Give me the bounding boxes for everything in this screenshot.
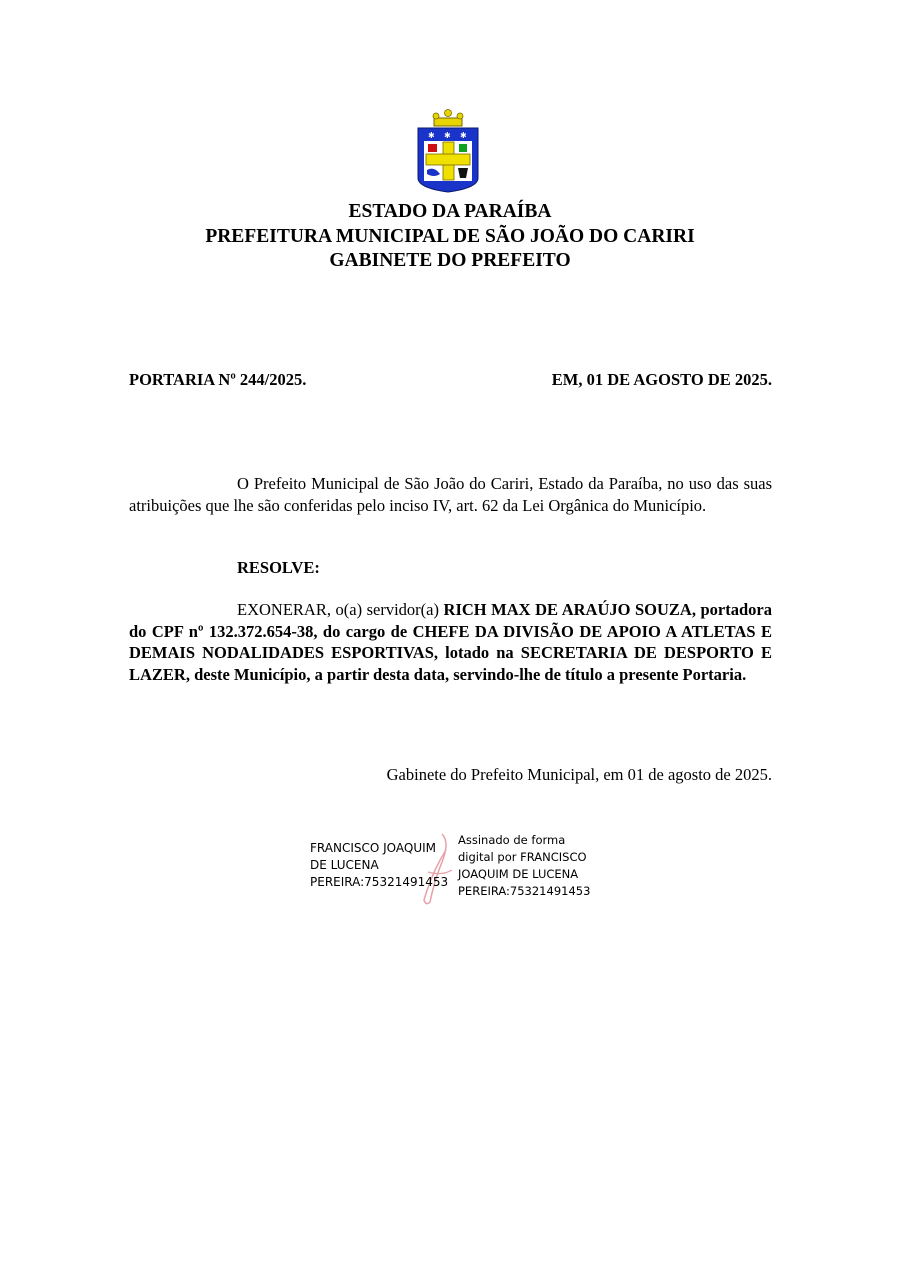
signer-name-line: FRANCISCO JOAQUIM xyxy=(310,841,437,855)
signature-detail-line: JOAQUIM DE LUCENA xyxy=(458,867,579,881)
document-header xyxy=(0,200,900,274)
header-office: GABINETE DO PREFEITO xyxy=(329,250,571,271)
signer-name-line: PEREIRA:75321491453 xyxy=(310,875,449,889)
portaria-date: EM, 01 DE AGOSTO DE 2025. xyxy=(551,370,772,389)
resolve-heading: RESOLVE: xyxy=(237,558,320,577)
signature-details xyxy=(458,832,613,900)
coat-of-arms-icon xyxy=(414,108,482,194)
signature-detail-line: Assinado de forma xyxy=(458,833,566,847)
decision-details: RICH MAX DE ARAÚJO SOUZA, portadora do CPF nº 132.372.654-38, do cargo de CHEFE DA DIVISÃO DE APOIO A ATLETAS E DEMAIS NODALIDADES ESPORTIVAS, lotado na SECRETARIA DE DESPORTO E LAZER, deste Município, a partir desta data, servindo-lhe de título a presente Portaria. xyxy=(129,600,772,684)
decision-paragraph xyxy=(129,599,772,685)
signature-detail-line: digital por FRANCISCO xyxy=(458,850,587,864)
svg-text:✱: ✱ xyxy=(428,131,435,140)
preamble-paragraph: O Prefeito Municipal de São João do Cariri, Estado da Paraíba, no uso das suas atribuições que lhe são conferidas pelo inciso IV, art. 62 da Lei Orgânica do Município. xyxy=(129,474,772,515)
signer-name-line: DE LUCENA xyxy=(310,858,379,872)
signer-name xyxy=(310,840,460,891)
signature-detail-line: PEREIRA:75321491453 xyxy=(458,884,591,898)
decision-intro: EXONERAR, o(a) servidor(a) xyxy=(237,600,444,619)
portaria-number: PORTARIA Nº 244/2025. xyxy=(129,370,307,389)
header-prefecture: PREFEITURA MUNICIPAL DE SÃO JOÃO DO CARIRI xyxy=(205,225,695,247)
svg-text:✱: ✱ xyxy=(460,131,467,140)
closing-line: Gabinete do Prefeito Municipal, em 01 de agosto de 2025. xyxy=(386,765,772,784)
svg-text:✱: ✱ xyxy=(444,131,451,140)
digital-signature xyxy=(310,832,610,907)
header-state: ESTADO DA PARAÍBA xyxy=(348,201,552,222)
